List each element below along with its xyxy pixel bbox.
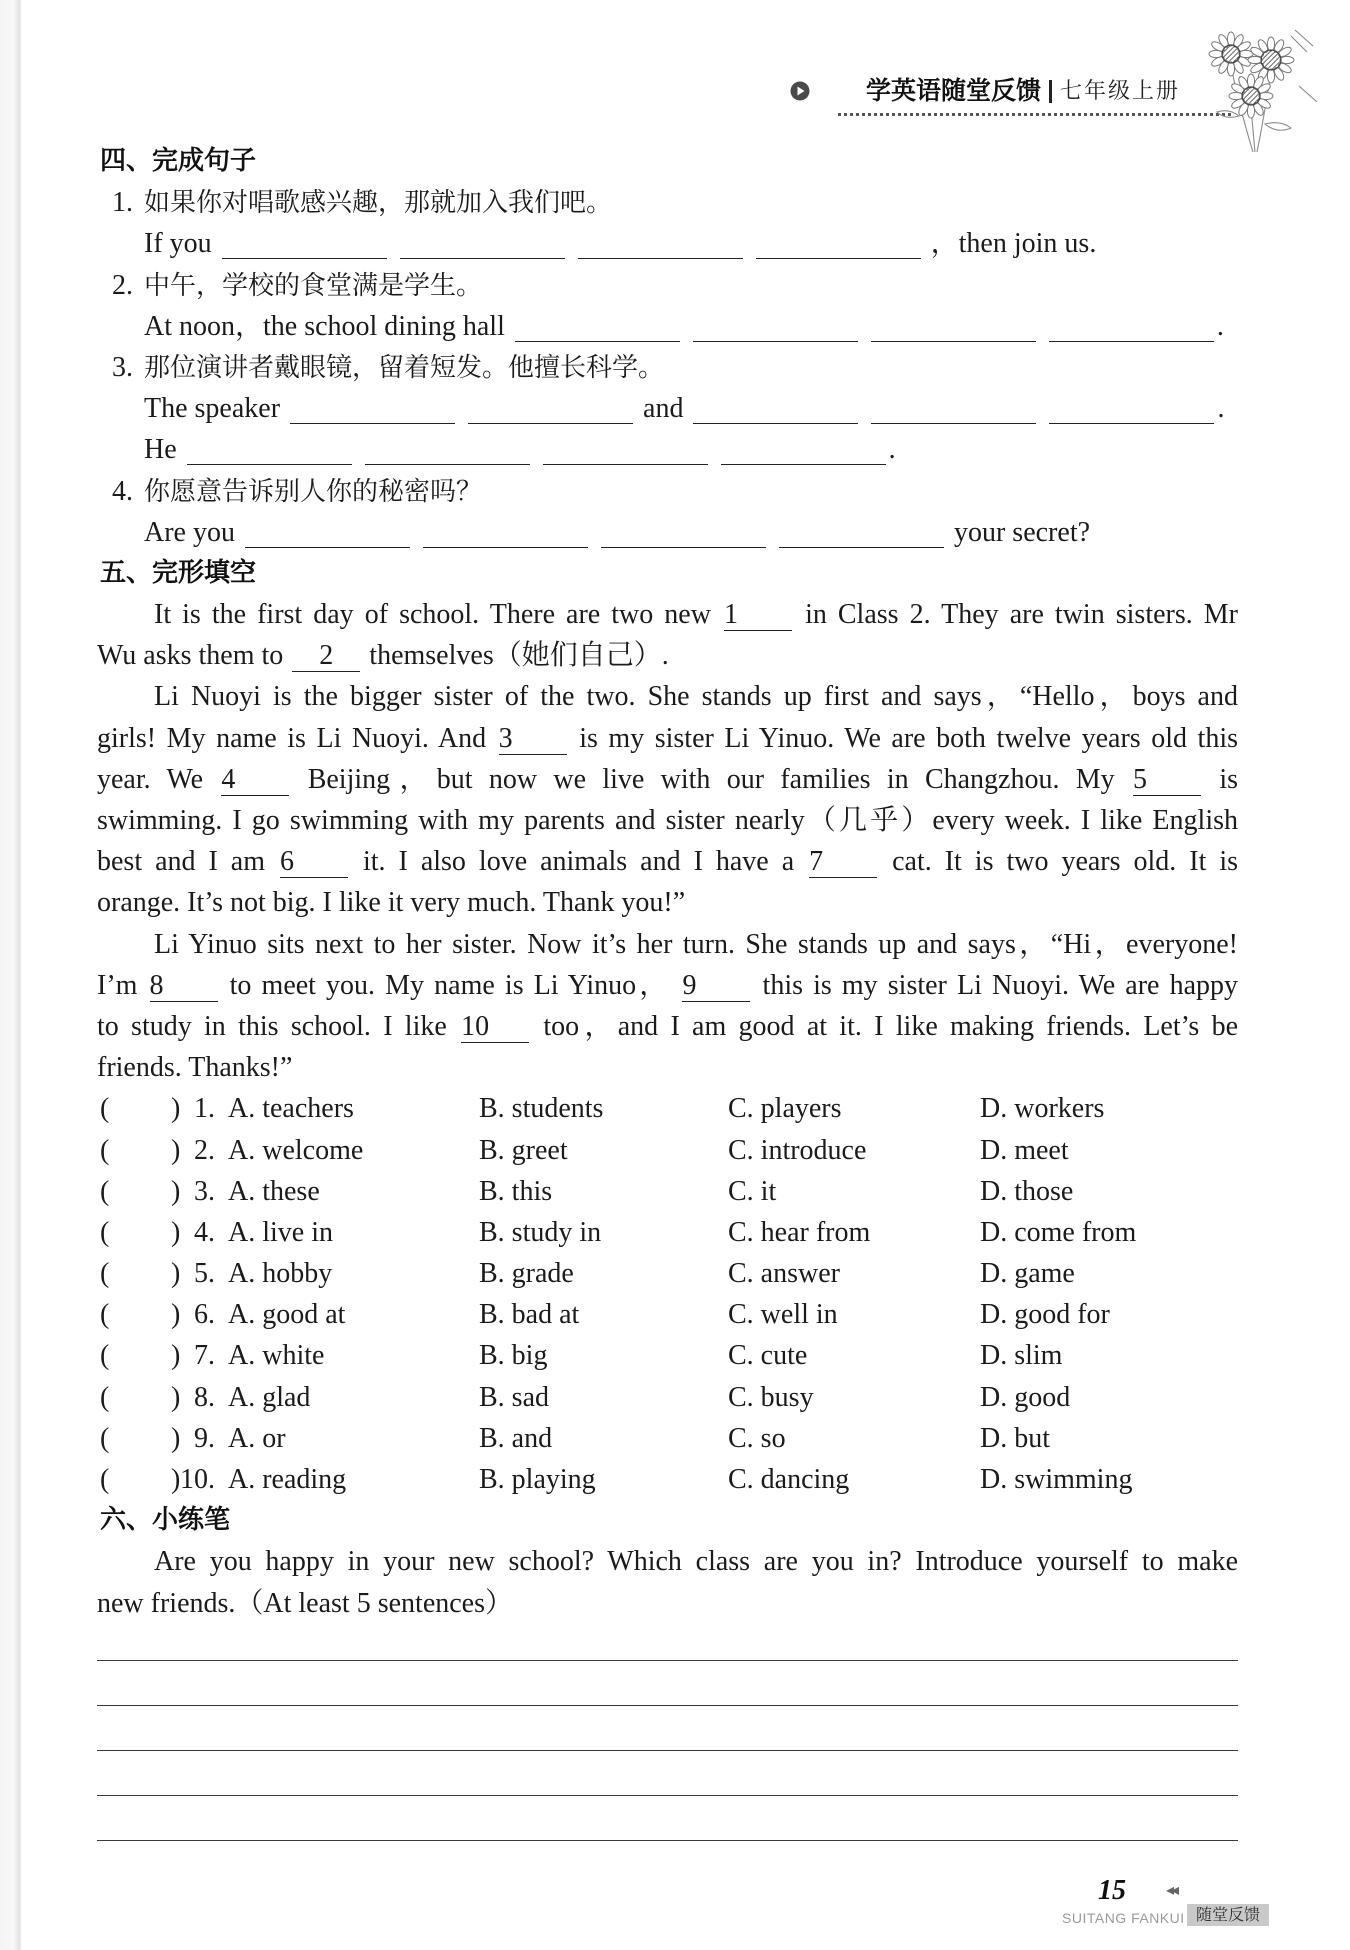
- text-segment: .: [1217, 393, 1225, 425]
- scan-edge: [0, 0, 22, 1950]
- writing-prompt-line: [97, 1541, 1238, 1582]
- brand-pinyin: SUITANG FANKUI: [1062, 1910, 1185, 1926]
- cloze-blank-3: 3: [499, 724, 567, 755]
- answer-line: [97, 512, 1238, 553]
- item-number: 1.: [112, 187, 133, 219]
- option-d: D. but: [980, 1422, 1050, 1454]
- question-row: [97, 1377, 1238, 1418]
- text-segment: too，and I am good at it. I like making friends. Let’s be: [543, 1010, 1239, 1042]
- option-a: A. these: [228, 1175, 320, 1207]
- text-segment: ，then join us.: [930, 228, 1097, 260]
- answer-blank: [543, 440, 708, 465]
- answer-bracket-open: (: [100, 1299, 110, 1331]
- text-segment: to study in this school. I like: [97, 1010, 447, 1042]
- text-segment: The speaker: [144, 393, 281, 425]
- cloze-blank-2: 2: [292, 641, 360, 672]
- sunflower-icon: [1195, 16, 1325, 156]
- option-c: C. cute: [728, 1340, 808, 1372]
- answer-blank: [187, 440, 352, 465]
- answer-bracket-open: (: [100, 1422, 110, 1454]
- question-number: 4.: [194, 1216, 215, 1248]
- text-segment: is my sister Li Yinuo. We are both twelve years old this: [579, 722, 1239, 754]
- answer-blank: [365, 440, 530, 465]
- sunflower-head: [1229, 74, 1273, 118]
- option-d: D. game: [980, 1258, 1075, 1290]
- answer-bracket-close: ): [171, 1258, 181, 1290]
- series-title: 学英语随堂反馈: [866, 76, 1042, 105]
- answer-blank: [721, 440, 886, 465]
- text-segment: At noon，the school dining hall: [144, 310, 505, 342]
- answer-bracket-open: (: [100, 1464, 110, 1495]
- answer-blank: [756, 234, 921, 259]
- text-segment: and: [643, 393, 684, 425]
- writing-area: [97, 1616, 1238, 1841]
- question-number: 9.: [194, 1422, 215, 1454]
- option-c: C. introduce: [728, 1134, 867, 1166]
- text-segment: Wu asks them to: [97, 640, 284, 672]
- answer-blank: [290, 399, 455, 424]
- option-b: B. playing: [479, 1464, 596, 1495]
- section-heading: 五、完形填空: [100, 557, 257, 588]
- passage-line: [97, 718, 1238, 759]
- answer-line: [97, 306, 1238, 347]
- text-segment: Li Yinuo sits next to her sister. Now it’s her turn. She stands up and says，“Hi，everyone!: [154, 928, 1238, 960]
- option-d: D. those: [980, 1175, 1074, 1207]
- option-d: D. slim: [980, 1340, 1063, 1372]
- question-row: [97, 1418, 1238, 1459]
- question-number: 3.: [194, 1175, 215, 1207]
- cloze-blank-9: 9: [682, 971, 750, 1002]
- writing-line: [97, 1706, 1238, 1751]
- item-number: 3.: [112, 351, 133, 383]
- option-d: D. good: [980, 1381, 1071, 1413]
- answer-line: [97, 429, 1238, 470]
- writing-line: [97, 1751, 1238, 1796]
- text-segment: cat. It is two years old. It is: [892, 846, 1239, 878]
- answer-blank: [423, 523, 588, 548]
- text-segment: girls! My name is Li Nuoyi. And: [97, 722, 487, 754]
- answer-bracket-close: ): [171, 1464, 181, 1495]
- option-b: B. study in: [479, 1216, 602, 1248]
- answer-blank: [871, 399, 1036, 424]
- item-number: 2.: [112, 269, 133, 301]
- answer-bracket-close: ): [171, 1134, 181, 1166]
- option-c: C. so: [728, 1422, 786, 1454]
- passage-line: [97, 1006, 1238, 1047]
- item-number: 4.: [112, 475, 133, 507]
- option-c: C. players: [728, 1093, 842, 1125]
- passage-line: [97, 759, 1238, 800]
- text-segment: is: [1219, 763, 1238, 795]
- text-segment: it. I also love animals and I have a: [362, 846, 795, 878]
- answer-line: [97, 388, 1238, 429]
- cloze-blank-7: 7: [809, 847, 877, 878]
- question-row: [97, 1088, 1238, 1129]
- option-b: B. this: [479, 1175, 553, 1207]
- option-a: A. good at: [228, 1299, 346, 1331]
- question-row: [97, 1171, 1238, 1212]
- text-segment: themselves（她们自己）.: [369, 640, 669, 672]
- answer-blank: [400, 234, 565, 259]
- answer-blank: [515, 317, 680, 342]
- passage-line: [97, 924, 1238, 965]
- option-b: B. and: [479, 1422, 553, 1454]
- answer-bracket-close: ): [171, 1216, 181, 1248]
- option-a: A. white: [228, 1340, 325, 1372]
- answer-blank: [693, 399, 858, 424]
- answer-bracket-open: (: [100, 1175, 110, 1207]
- question-number: 5.: [194, 1258, 215, 1290]
- answer-bracket-open: (: [100, 1381, 110, 1413]
- passage-line: [97, 841, 1238, 882]
- answer-blank: [871, 317, 1036, 342]
- question-row: [97, 1130, 1238, 1171]
- page-arrows-icon: ◂◂: [1166, 1882, 1177, 1899]
- page-number: 15: [1098, 1875, 1126, 1906]
- item-prompt: [97, 471, 1238, 512]
- brand-label: 随堂反馈: [1187, 1904, 1269, 1926]
- passage-line: [97, 676, 1238, 717]
- option-c: C. dancing: [728, 1464, 850, 1495]
- cloze-blank-10: 10: [461, 1012, 529, 1043]
- item-prompt: [97, 182, 1238, 223]
- writing-prompt-text: new friends.（At least 5 sentences）: [97, 1587, 513, 1619]
- answer-bracket-close: ): [171, 1299, 181, 1331]
- text-segment: If you: [144, 228, 212, 260]
- cloze-blank-5: 5: [1133, 765, 1201, 796]
- answer-bracket-open: (: [100, 1258, 110, 1290]
- answer-blank: [468, 399, 633, 424]
- option-a: A. reading: [228, 1464, 347, 1495]
- option-b: B. students: [479, 1093, 604, 1125]
- header-dotted-rule: [838, 113, 1231, 116]
- header-divider: [1049, 80, 1052, 103]
- option-a: A. teachers: [228, 1093, 354, 1125]
- item-prompt: [97, 265, 1238, 306]
- option-d: D. come from: [980, 1216, 1137, 1248]
- cloze-blank-6: 6: [280, 847, 348, 878]
- text-segment: It is the first day of school. There are two new: [154, 599, 711, 631]
- passage-line: [97, 965, 1238, 1006]
- answer-bracket-open: (: [100, 1134, 110, 1166]
- answer-bracket-open: (: [100, 1093, 110, 1125]
- question-number: 2.: [194, 1134, 215, 1166]
- option-c: C. hear from: [728, 1216, 871, 1248]
- text-segment: best and I am: [97, 846, 266, 878]
- passage-line: [97, 594, 1238, 635]
- text-segment: in Class 2. They are twin sisters. Mr: [805, 599, 1239, 631]
- option-a: A. live in: [228, 1216, 333, 1248]
- text-segment: Are you: [144, 516, 235, 548]
- text-segment: I’m: [97, 969, 138, 1001]
- text-segment: to meet you. My name is Li Yinuo，: [229, 969, 671, 1001]
- section-heading: 六、小练笔: [100, 1505, 231, 1536]
- cloze-blank-8: 8: [150, 971, 218, 1002]
- option-a: A. glad: [228, 1381, 311, 1413]
- question-row: [97, 1253, 1238, 1294]
- item-prompt: [97, 347, 1238, 388]
- question-number: 6.: [194, 1299, 215, 1331]
- option-b: B. grade: [479, 1258, 574, 1290]
- option-a: A. hobby: [228, 1258, 333, 1290]
- question-row: [97, 1212, 1238, 1253]
- answer-bracket-open: (: [100, 1216, 110, 1248]
- question-row: [97, 1335, 1238, 1376]
- answer-blank: [578, 234, 743, 259]
- text-segment: year. We: [97, 763, 204, 795]
- answer-bracket-close: ): [171, 1422, 181, 1454]
- answer-bracket-close: ): [171, 1381, 181, 1413]
- answer-bracket-open: (: [100, 1340, 110, 1372]
- answer-blank: [1049, 399, 1214, 424]
- text-segment: Li Nuoyi is the bigger sister of the two. She stands up first and says，“Hello，boys and: [154, 681, 1238, 713]
- cloze-blank-4: 4: [221, 765, 289, 796]
- answer-blank: [601, 523, 766, 548]
- option-c: C. answer: [728, 1258, 840, 1290]
- answer-bracket-close: ): [171, 1175, 181, 1207]
- answer-line: [97, 223, 1238, 264]
- passage-line: [97, 882, 1238, 923]
- answer-blank: [1049, 317, 1214, 342]
- grade-label: 七年级上册: [1060, 79, 1181, 104]
- option-b: B. sad: [479, 1381, 549, 1413]
- option-a: A. welcome: [228, 1134, 364, 1166]
- question-row: [97, 1294, 1238, 1335]
- question-number: 8.: [194, 1381, 215, 1413]
- text-segment: orange. It’s not big. I like it very much. Thank you!”: [97, 887, 686, 919]
- option-b: B. big: [479, 1340, 548, 1372]
- text-segment: swimming. I go swimming with my parents and sister nearly（几乎）every week. I like English: [97, 805, 1238, 836]
- question-number: 10.: [180, 1464, 215, 1495]
- text-segment: .: [1216, 310, 1224, 342]
- exercise-content: [97, 141, 1238, 1624]
- text-segment: He: [144, 434, 177, 466]
- sunflower-head: [1248, 37, 1294, 83]
- passage-line: [97, 800, 1238, 841]
- question-row: [97, 1459, 1238, 1500]
- option-b: B. bad at: [479, 1299, 580, 1331]
- text-segment: .: [888, 434, 896, 466]
- option-d: D. meet: [980, 1134, 1069, 1166]
- option-d: D. swimming: [980, 1464, 1133, 1495]
- answer-blank: [245, 523, 410, 548]
- cloze-blank-1: 1: [724, 600, 792, 631]
- text-segment: this is my sister Li Nuoyi. We are happy: [762, 969, 1239, 1001]
- item-prompt-text: 你愿意告诉别人你的秘密吗？: [144, 476, 483, 506]
- text-segment: your secret?: [953, 516, 1091, 548]
- option-b: B. greet: [479, 1134, 568, 1166]
- writing-prompt-text: Are you happy in your new school? Which class are you in? Introduce yourself to make: [154, 1546, 1238, 1578]
- option-c: C. it: [728, 1175, 777, 1207]
- sunflower-head: [1209, 32, 1253, 76]
- passage-line: [97, 635, 1238, 676]
- option-c: C. busy: [728, 1381, 814, 1413]
- answer-blank: [693, 317, 858, 342]
- play-circle-icon: [790, 81, 810, 101]
- option-d: D. workers: [980, 1093, 1105, 1125]
- option-c: C. well in: [728, 1299, 838, 1331]
- writing-line: [97, 1661, 1238, 1706]
- answer-blank: [222, 234, 387, 259]
- writing-line: [97, 1616, 1238, 1661]
- answer-bracket-close: ): [171, 1340, 181, 1372]
- item-prompt-text: 中午，学校的食堂满是学生。: [144, 270, 483, 300]
- item-prompt-text: 如果你对唱歌感兴趣，那就加入我们吧。: [144, 188, 613, 218]
- text-segment: Beijing，but now we live with our families in Changzhou. My: [307, 763, 1115, 795]
- question-number: 1.: [194, 1093, 215, 1125]
- option-a: A. or: [228, 1422, 286, 1454]
- option-d: D. good for: [980, 1299, 1110, 1331]
- section-heading: 四、完成句子: [100, 146, 257, 176]
- passage-line: [97, 1047, 1238, 1088]
- answer-bracket-close: ): [171, 1093, 181, 1125]
- writing-line: [97, 1796, 1238, 1841]
- text-segment: friends. Thanks!”: [97, 1052, 293, 1084]
- item-prompt-text: 那位演讲者戴眼镜，留着短发。他擅长科学。: [144, 352, 665, 382]
- question-number: 7.: [194, 1340, 215, 1372]
- answer-blank: [779, 523, 944, 548]
